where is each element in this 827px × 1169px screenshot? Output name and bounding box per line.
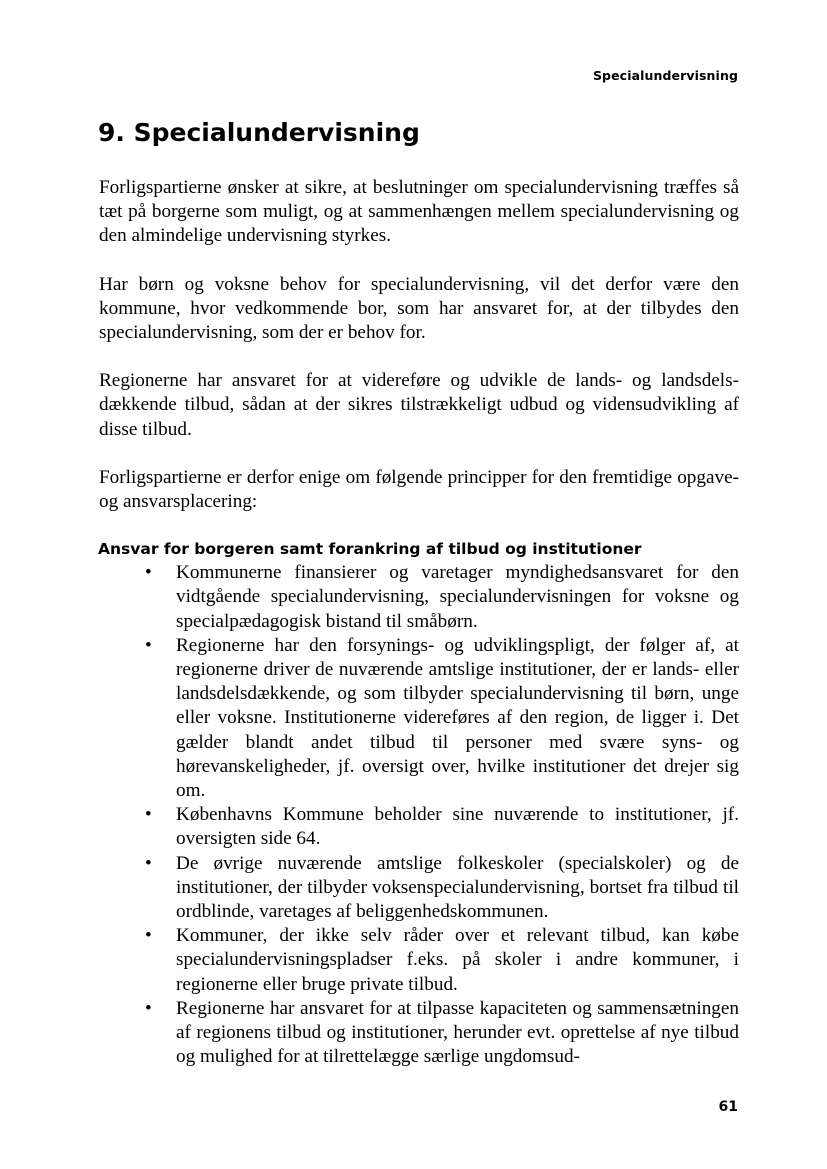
list-item bbox=[99, 561, 739, 634]
list-item-text: Kommunerne finansierer og varetager myndighedsansvaret for den vidtgående specialundervisning, specialundervisningen for voksne og specialpædagogisk bistand til småbørn. bbox=[176, 562, 739, 632]
list-item bbox=[99, 852, 739, 925]
section-heading: Ansvar for borgeren samt forankring af tilbud og institutioner bbox=[98, 540, 642, 559]
list-item-text: Kommuner, der ikke selv råder over et relevant tilbud, kan købe specialundervisningspladser f.eks. på skoler i andre kommuner, i regionerne eller bruge private tilbud. bbox=[176, 925, 739, 995]
list-item-text: Regionerne har den forsynings- og udviklingspligt, der følger af, at regionerne driver de nuværende amtslige institutioner, der er lands- eller landsdelsdækkende, og som tilbyder specialundervisning til børn, unge eller voksne. Institutionerne videreføres af den region, de ligger i. Det gælder blandt andet tilbud til personer med svære syns- og hørevanskeligheder, jf. oversigt over, hvilke institutioner det drejer sig om. bbox=[176, 634, 739, 802]
list-item-text: Regionerne har ansvaret for at tilpasse kapaciteten og sammensætningen af regionens tilbud og institutioner, herunder evt. oprettelse af nye tilbud og mulighed for at tilrettelægge særlige ungdomsud- bbox=[176, 997, 739, 1068]
bullet-icon: • bbox=[145, 852, 152, 874]
principles-list bbox=[99, 561, 739, 1069]
chapter-title: 9. Specialundervisning bbox=[98, 118, 420, 147]
bullet-icon: • bbox=[145, 634, 152, 656]
bullet-icon: • bbox=[145, 925, 152, 947]
list-item bbox=[99, 634, 739, 803]
bullet-icon: • bbox=[145, 804, 152, 826]
list-item-text: De øvrige nuværende amtslige folkeskoler (specialskoler) og de institutioner, der tilbyder voksenspecialundervisning, bortset fra tilbud til ordblinde, varetages af beliggenhedskommunen. bbox=[176, 852, 739, 923]
list-item bbox=[99, 803, 739, 851]
list-item bbox=[99, 997, 739, 1070]
page-body bbox=[99, 176, 739, 1070]
running-header: Specialundervisning bbox=[592, 68, 738, 83]
list-item bbox=[99, 924, 739, 997]
paragraph-principles-intro: Forligspartierne er derfor enige om følgende principper for den fremtidige opgave- og ansvarsplacering: bbox=[99, 466, 739, 513]
list-item-text: Københavns Kommune beholder sine nuværende to institutioner, jf. oversigten side 64. bbox=[176, 804, 739, 850]
paragraph-municipal-responsibility: Har børn og voksne behov for specialundervisning, vil det derfor være den kommune, hvor vedkommende bor, som har ansvaret for, at der tilbydes den specialundervisning, som der er behov for. bbox=[99, 273, 739, 344]
paragraph-regional-responsibility: Regionerne har ansvaret for at videreføre og udvikle de lands- og landsdelsdækkende tilbud, sådan at der sikres tilstrækkeligt udbud og vidensudvikling af disse tilbud. bbox=[99, 370, 739, 440]
bullet-icon: • bbox=[145, 997, 152, 1019]
bullet-icon: • bbox=[145, 562, 152, 584]
page-number: 61 bbox=[718, 1099, 738, 1115]
paragraph-intro: Forligspartierne ønsker at sikre, at beslutninger om specialundervisning træffes så tæt på borgerne som muligt, og at sammenhængen mellem specialundervisning og den almindelige undervisning styrkes. bbox=[99, 177, 739, 247]
